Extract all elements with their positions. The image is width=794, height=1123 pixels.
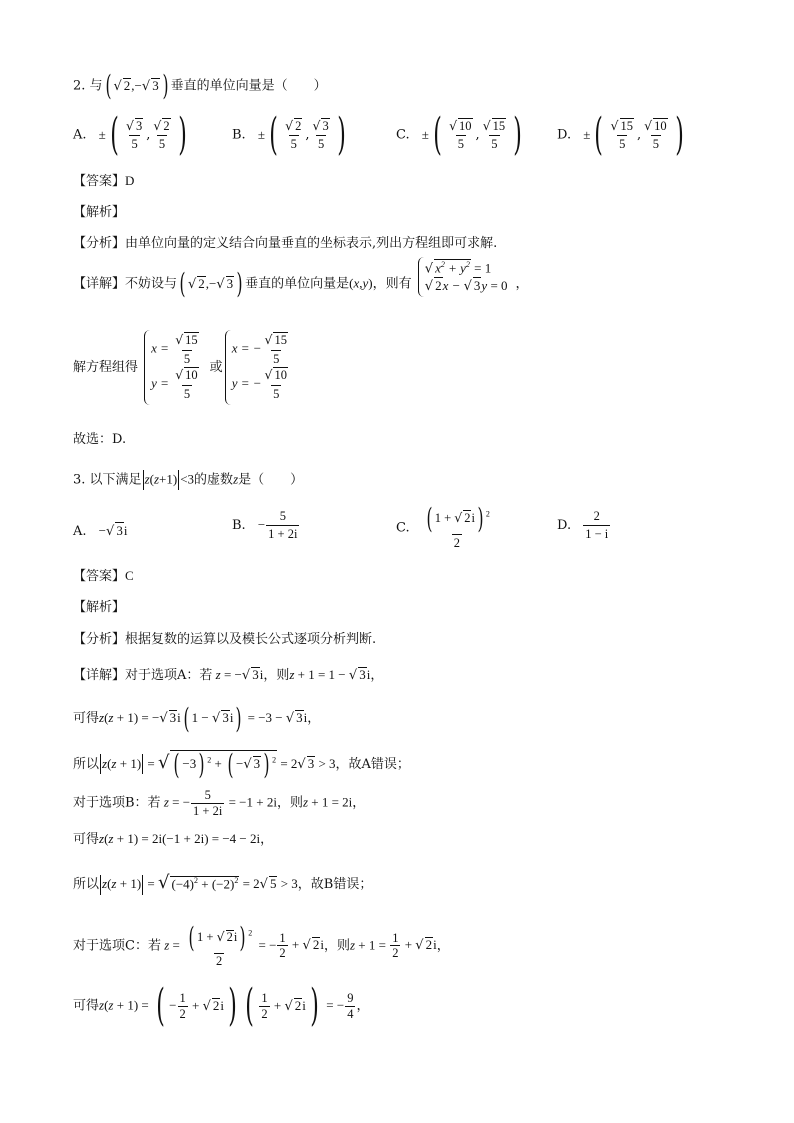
q3-b-step2: 所以 z(z + 1) = √ $(-4)^2 + (-2)^2 = 2√$ 5 > 3，故B错误； (73, 872, 373, 893)
q3-option-b[interactable]: B. − $\frac{5}{1 + 2i}$ (232, 509, 298, 541)
q2-solve: 解方程组得 x = $\frac{√ 15}{5}$ y = $\frac{√ 10}{5}$ 或 x = − $\frac{√ 15}{5}$ y = − $\frac{√ 10}{5}$ (73, 330, 299, 405)
q2-analysis-heading: 【解析】 (73, 205, 126, 220)
q3-a-step2: 所以 z(z + 1) = √ ( −3) $^2$ + ( −√ 3 ) $^2$ = 2√ 3 > 3，故A错误； (73, 748, 410, 781)
q3-option-a[interactable]: A. −√ 3i (73, 523, 128, 539)
q3-detail-c: 对于选项C：若 z = $\frac{( 1 + √ 2i) ^2}{2}$ = − $\frac{1}{2}$ + √ 2i，则z + 1 = $\frac{1}{2}$ + √ 2i， (73, 921, 450, 968)
q2-option-b[interactable]: B. ±( $\frac{√ 2}{5}$ , $\frac{√ 3}{5}$ ) (232, 109, 346, 160)
q3-detail-b: 对于选项B：若 z = − $\frac{5}{1 + 2i}$ = −1 + 2i，则z + 1 = 2i， (73, 788, 366, 818)
question-number: 3. (73, 472, 86, 488)
q2-fenxi: 【分析】由单位向量的定义结合向量垂直的坐标表示,列出方程组即可求解. (73, 236, 498, 251)
q3-answer: 【答案】C (73, 568, 134, 584)
q3-detail-a: 【详解】对于选项A：若 z = −√ 3i，则z + 1 = 1 − √ 3i， (73, 667, 384, 683)
q3-stem: 3. 以下满足 z(z+1) <3的虚数z是（ ） (73, 470, 303, 490)
q2-option-a[interactable]: A. ±( $\frac{√ 3}{5}$ , $\frac{√ 2}{5}$ ) (73, 109, 187, 160)
q2-answer: 【答案】D (73, 173, 135, 189)
question-number: 2. (73, 78, 86, 94)
q3-fenxi: 【分析】根据复数的运算以及模长公式逐项分析判断. (73, 632, 377, 647)
q2-conclusion: 故选：D. (73, 432, 127, 447)
q3-c-step1: 可得z(z + 1) = ( − $\frac{1}{2}$ + √ 2i) ( $\frac{1}{2}$ + √ 2i) = − $\frac{9}{4}$ ， (73, 980, 370, 1031)
q3-a-step1: 可得z(z + 1) = −√ 3i( 1 − √ 3i) = −3 − √ 3i， (73, 702, 321, 735)
q3-b-step1: 可得z(z + 1) = 2i(−1 + 2i) = −4 − 2i， (73, 831, 274, 847)
q2-stem: 2. 与( √ 2,−√ 3 ) 垂直的单位向量是（ ） (73, 69, 327, 102)
q3-analysis-heading: 【解析】 (73, 600, 126, 615)
q2-detail: 【详解】不妨设与( √ 2,−√ 3 ) 垂直的单位向量是(x,y)，则有 √ $x^2 + y^2 = 1$ √ 2x − √ 3y = 0 ， (73, 270, 529, 298)
q3-option-d[interactable]: D. $\frac{2}{1 - i}$ (557, 509, 609, 541)
q2-option-d[interactable]: D. ±( $\frac{√ 15}{5}$ , $\frac{√ 10}{5}$ ) (557, 109, 684, 160)
q3-option-c[interactable]: C. $\frac{( 1 + √ 2i) ^2}{2}$ (396, 502, 490, 550)
q2-option-c[interactable]: C. ±( $\frac{√ 10}{5}$ , $\frac{√ 15}{5}$ ) (396, 109, 523, 160)
